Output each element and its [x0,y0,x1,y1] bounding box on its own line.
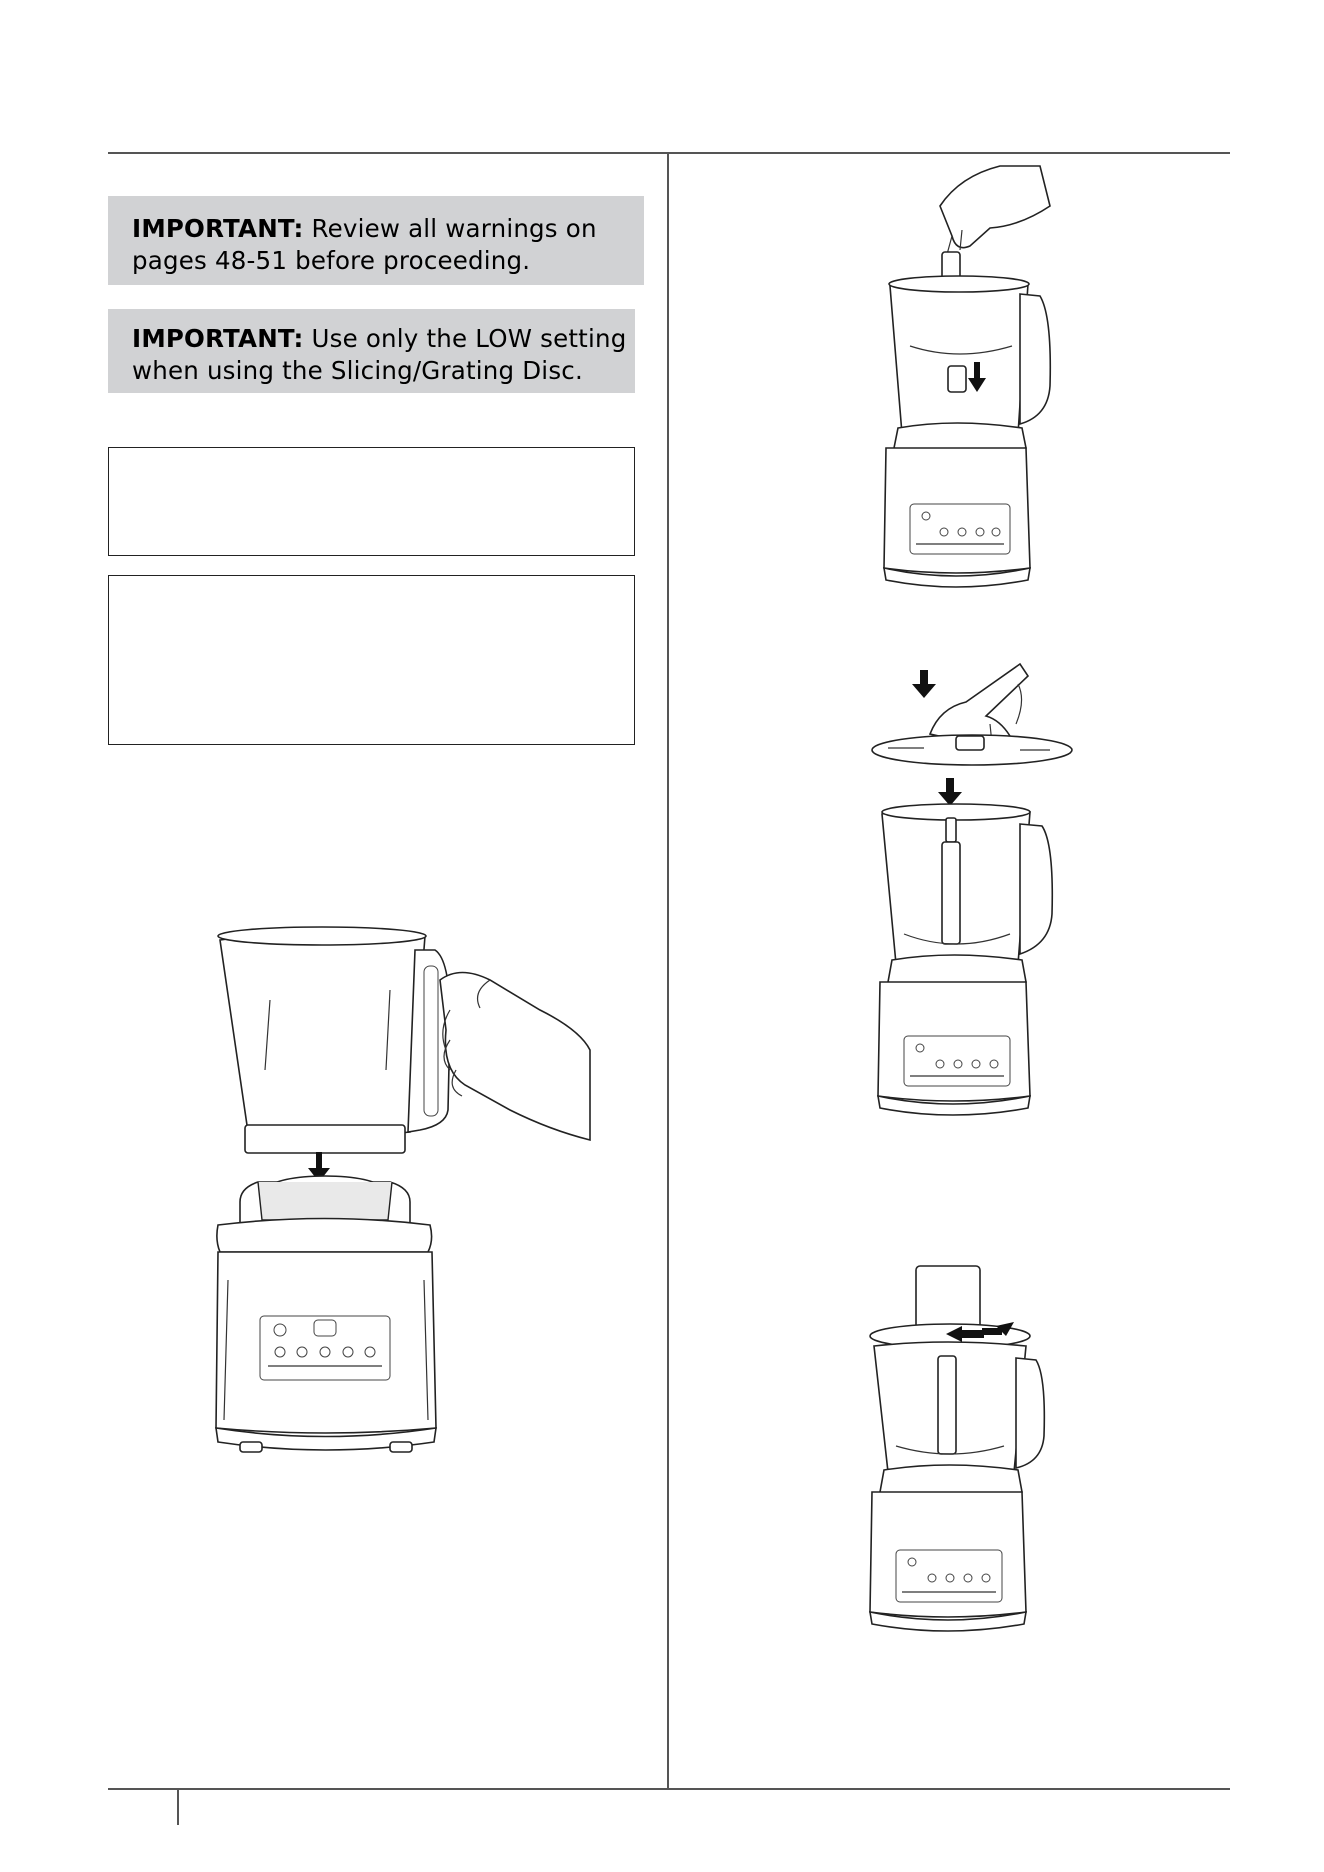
column-divider [667,153,669,1789]
footer-rule [108,1788,1230,1790]
place-slicing-disc-onto-stem-illustration [870,664,1060,1124]
notice-text-line: Review all warnings on [303,214,597,243]
notice-text-line: pages 48-51 before proceeding. [132,246,531,275]
attach-lid-and-lock-illustration [866,1266,1036,1640]
food-processor-bowl-onto-base-illustration [210,920,590,1470]
important-label: IMPORTANT: [132,214,304,243]
header-rule [108,152,1230,154]
empty-callout-box [108,575,635,745]
footer-page-tick [177,1789,179,1825]
important-notice-warnings [108,196,644,285]
notice-text-line: when using the Slicing/Grating Disc. [132,356,583,385]
notice-text-line: Use only the LOW setting [303,324,627,353]
important-label: IMPORTANT: [132,324,304,353]
empty-callout-box [108,447,635,556]
important-notice-low-setting [108,309,635,393]
insert-disc-stem-into-bowl-illustration [880,166,1050,596]
